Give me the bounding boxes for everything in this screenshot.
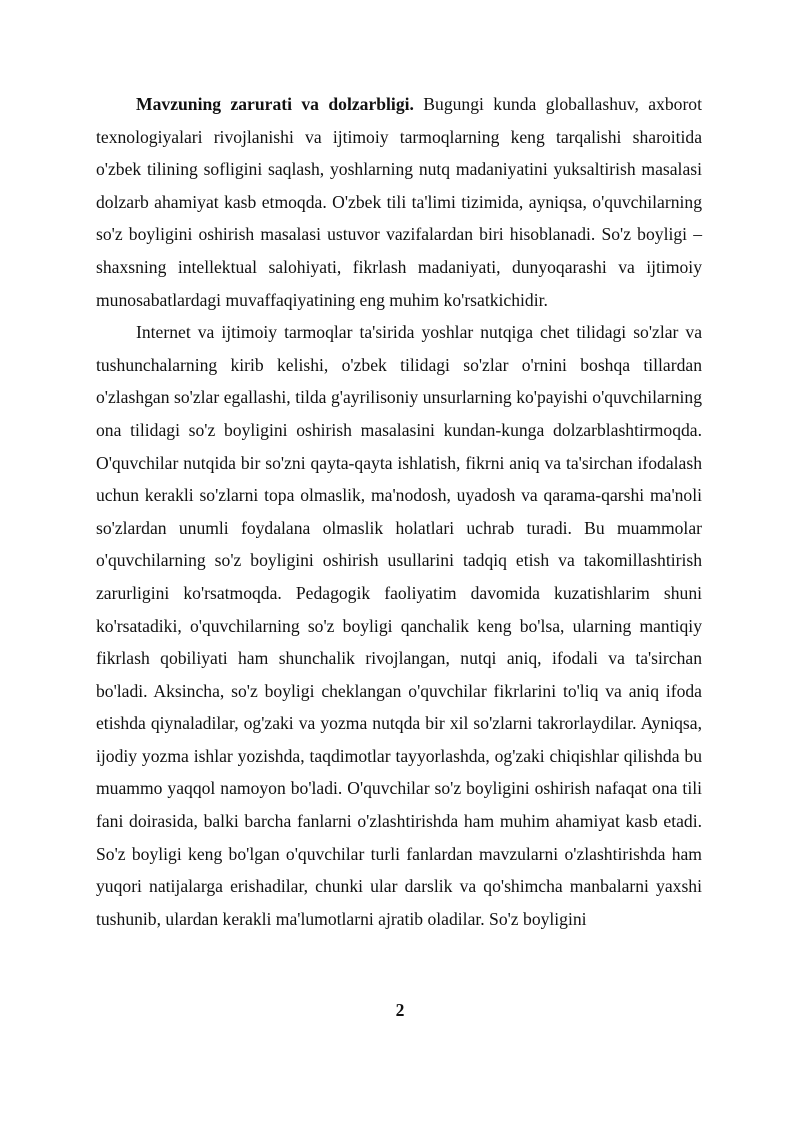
page-number: 2 (395, 1000, 405, 1020)
paragraph-text: Bugungi kunda globallashuv, axborot texnologiyalari rivojlanishi va ijtimoiy tarmoqlarning keng tarqalishi sharoitida o'zbek tilining sofligini saqlash, yoshlarning nutq madaniyatini yuksaltirish masalasi dolzarb ahamiyat kasb etmoqda. O'zbek tili ta'limi tizimida, ayniqsa, o'quvchilarning so'z boyligini oshirish masalasi ustuvor vazifalardan biri hisoblanadi. So'z boyligi – shaxsning intellektual salohiyati, fikrlash madaniyati, dunyoqarashi va ijtimoiy munosabatlardagi muvaffaqiyatining eng muhim ko'rsatkichidir. (96, 94, 702, 310)
paragraph-heading: Mavzuning zarurati va dolzarbligi. (136, 94, 414, 114)
paragraph-relevance (96, 88, 702, 316)
document-page (96, 88, 702, 935)
paragraph-text: Internet va ijtimoiy tarmoqlar ta'sirida yoshlar nutqiga chet tilidagi so'zlar va tushunchalarning kirib kelishi, o'zbek tilidagi so'zlar o'rnini boshqa tillardan o'zlashgan so'zlar egallashi, tilda g'ayrilisoniy unsurlarning ko'payishi o'quvchilarning ona tilidagi so'z boyligini oshirish masalasini kundan-kunga dolzarblashtirmoqda. O'quvchilar nutqida bir so'zni qayta-qayta ishlatish, fikrni aniq va ta'sirchan ifodalash uchun kerakli so'zlarni topa olmaslik, ma'nodosh, uyadosh va qarama-qarshi ma'noli so'zlardan unumli foydalana olmaslik holatlari uchrab turadi. Bu muammolar o'quvchilarning so'z boyligini oshirish usullarini tadqiq etish va takomillashtirish zarurligini ko'rsatmoqda. Pedagogik faoliyatim davomida kuzatishlarim shuni ko'rsatadiki, o'quvchilarning so'z boyligi qanchalik keng bo'lsa, ularning mantiqiy fikrlash qobiliyati ham shunchalik rivojlangan, nutqi aniq, ifodali va ta'sirchan bo'ladi. Aksincha, so'z boyligi cheklangan o'quvchilar fikrlarini to'liq va aniq ifoda etishda qiynaladilar, og'zaki va yozma nutqda bir xil so'zlarni takrorlaydilar. Ayniqsa, ijodiy yozma ishlar yozishda, taqdimotlar tayyorlashda, og'zaki chiqishlar qilishda bu muammo yaqqol namoyon bo'ladi. O'quvchilar so'z boyligini oshirish nafaqat ona tili fani doirasida, balki barcha fanlarni o'zlashtirishda ham muhim ahamiyat kasb etadi. So'z boyligi keng bo'lgan o'quvchilar turli fanlardan mavzularni o'zlashtirishda ham yuqori natijalarga erishadilar, chunki ular darslik va qo'shimcha manbalarni yaxshi tushunib, ulardan kerakli ma'lumotlarni ajratib oladilar. So'z boyligini (96, 322, 702, 929)
paragraph-internet-influence (96, 316, 702, 935)
